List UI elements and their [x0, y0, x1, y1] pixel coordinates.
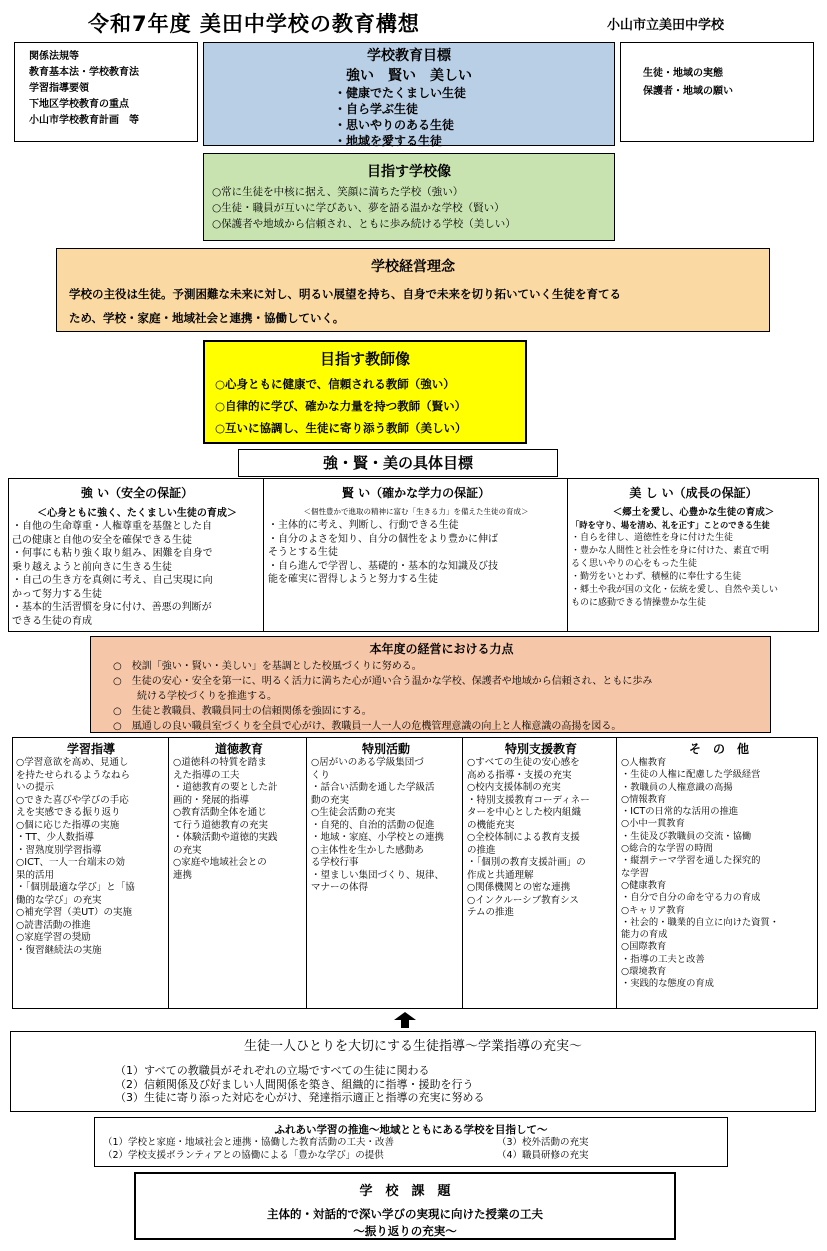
up-arrow-icon [394, 1012, 416, 1028]
philosophy-line: ため、学校・家庭・地域社会と連携・協働していく。 [69, 311, 345, 325]
goal-column-wise [268, 484, 564, 587]
area-title: 特別活動 [361, 742, 410, 756]
area-line: ○主体性を生かした感動あ [311, 844, 424, 856]
goal-line: そうとする生徒 [268, 547, 338, 558]
area-title: 道徳教育 [214, 742, 263, 756]
goal-line: ものに感動できる情操豊かな生徒 [571, 598, 707, 608]
area-learning [16, 741, 166, 957]
area-line: ・ICTの日常的な活用の推進 [621, 806, 739, 818]
community-box [620, 42, 814, 142]
goal-line: ・主体的に考え、判断し、行動できる生徒 [268, 520, 459, 531]
community-learning-item: （1）学校と家庭・地域社会と連携・協働した教育活動の工夫・改善 [103, 1137, 395, 1148]
area-line: 連携 [173, 869, 193, 881]
focus-line: ○ 校訓「強い・賢い・美しい」を基調とした校風づくりに努める。 [113, 661, 422, 672]
goal-line: ・自分のよさを知り、自分の個性をより豊かに伸ば [268, 533, 498, 545]
area-line: ・体験活動や道徳的実践 [173, 832, 278, 843]
goal-line: ・基本的生活習慣を身に付け、善悪の判断が [12, 602, 212, 613]
goal-line: るく思いやりの心をもった生徒 [571, 559, 698, 569]
guidance-item: （2）信頼関係及び好ましい人間関係を築き、組織的に指導・援助を行う [115, 1077, 474, 1091]
area-line: ・特別支援教育コーディネー [467, 794, 590, 806]
area-line: テムの推進 [467, 907, 515, 918]
area-line: ○生徒会活動の充実 [311, 807, 396, 818]
goal-column-beautiful [571, 484, 816, 610]
area-other [621, 741, 817, 991]
area-line: ・「個別の教育支援計画」の [467, 857, 586, 868]
goal-column-title: 賢 い（確かな学力の保証） [341, 486, 491, 500]
area-line: ・「個別最適な学び」と「協 [16, 882, 135, 893]
area-line: ○個に応じた指導の実施 [16, 819, 120, 831]
area-title: 特別支援教育 [504, 742, 577, 756]
area-line: 画的・発展的指導 [173, 794, 250, 806]
school-goal-item: ・地域を愛する生徒 [334, 134, 443, 148]
area-line: ○家庭学習の奨励 [16, 932, 91, 943]
law-line: 学習指導要領 [29, 83, 89, 94]
laws-box [14, 42, 198, 142]
school-issue-title: 学 校 課 題 [359, 1184, 451, 1199]
school-issue-line: 主体的・対話的で深い学びの実現に向けた授業の工夫 [267, 1207, 543, 1221]
goal-column-strong [12, 484, 262, 628]
area-line: くり [311, 769, 331, 781]
area-line: 果的活用 [16, 869, 55, 881]
area-line: を持たせられるようなねら [16, 769, 131, 781]
focus-line: ○ 生徒の安心・安全を第一に、明るく活力に満ちた心が通い合う温かな学校、保護者や地域から信頼され、ともに歩み [113, 676, 653, 687]
page-title: 令和7年度 美田中学校の教育構想 [88, 12, 420, 36]
area-line: ○情報教育 [621, 793, 667, 805]
area-line: ・自分で自分の命を守る力の育成 [621, 892, 761, 904]
area-line: 動の充実 [311, 794, 350, 806]
area-line: ・TT、少人数指導 [16, 832, 94, 843]
area-line: の充実 [173, 844, 202, 856]
school-goal-box [203, 42, 615, 146]
area-line: ○家庭や地域社会との [173, 857, 267, 868]
guidance-item: （3）生徒に寄り添った対応を心がけ、発達指示適正と指導の充実に努める [115, 1091, 485, 1104]
area-line: な学習 [621, 867, 649, 879]
area-line: ・縦割テーマ学習を通した探究的 [621, 855, 761, 867]
teacher-image-title: 目指す教師像 [319, 350, 410, 368]
area-line: ・生徒の人権に配慮した学級経営 [621, 769, 761, 781]
area-line: ○読書活動の推進 [16, 919, 91, 931]
area-line: ・地域・家庭、小学校との連携 [311, 832, 445, 843]
goal-column-subtitle: ＜郷土を愛し、心豊かな生徒の育成＞ [612, 507, 775, 518]
goal-line: ・郷土や我が国の文化・伝統を愛し、自然や美しい [571, 585, 779, 595]
area-line: ○インクルーシブ教育シス [467, 894, 579, 906]
community-line: 生徒・地域の実態 [643, 68, 723, 79]
school-goal-title: 学校教育目標 [367, 48, 451, 64]
school-image-item: ○生徒・職員が互いに学びあい、夢を語る温かな学校（賢い） [212, 202, 505, 214]
area-line: ○小中一貫教育 [621, 818, 685, 830]
area-line: えを実感できる振り返り [16, 807, 121, 818]
area-line: ○教育活動全体を通じ [173, 807, 267, 818]
school-issue-line: ～振り返りの充実～ [353, 1224, 457, 1238]
area-line: ・望ましい集団づくり、規律、 [311, 869, 445, 881]
area-line: ○環境教育 [621, 966, 667, 978]
school-goal-item: ・健康でたくましい生徒 [334, 86, 467, 100]
area-line: の機能充実 [467, 819, 515, 831]
guidance-box [10, 1031, 816, 1112]
area-line: 働的な学び」の充実 [16, 894, 102, 906]
teacher-image-item: ○互いに協調し、生徒に寄り添う教師（美しい） [215, 421, 467, 435]
area-line: る学校行事 [311, 857, 359, 868]
school-goal-item: ・自ら学ぶ生徒 [334, 102, 419, 116]
goal-line: できる生徒の育成 [12, 615, 92, 627]
goal-line: ・勤労をいとわず、積極的に奉仕する生徒 [571, 572, 742, 582]
area-line: ○健康教育 [621, 879, 667, 891]
teacher-image-item: ○自律的に学び、確かな力量を持つ教師（賢い） [215, 399, 467, 413]
focus-line: ○ 生徒と教職員、教職員同士の信頼関係を強固にする。 [113, 706, 372, 717]
area-line: ○全校体制による教育支援 [467, 832, 580, 843]
goal-line: ・自らを律し、道徳性を身に付けた生徒 [571, 533, 734, 543]
goal-line: ・自他の生命尊重・人権尊重を基盤とした自 [12, 521, 212, 532]
goal-column-tagline: 「時を守り、場を清め、礼を正す」ことのできる生徒 [571, 520, 770, 530]
community-learning-item: （2）学校支援ボランティアとの協働による「豊かな学び」の提供 [103, 1149, 384, 1161]
philosophy-box [56, 248, 770, 332]
area-line: ○校内支援体制の充実 [467, 782, 561, 793]
goal-line: 能を確実に習得しようと努力する生徒 [268, 574, 438, 585]
school-issue-box [134, 1172, 676, 1240]
goal-line: ・自己の生き方を真剣に考え、自己実現に向 [12, 575, 213, 586]
area-line: ○道徳科の特質を踏ま [173, 757, 267, 768]
goal-line: ・豊かな人間性と社会性を身に付けた、素直で明 [571, 546, 770, 556]
school-image-item: ○保護者や地域から信頼され、ともに歩み続ける学校（美しい） [212, 218, 516, 230]
area-line: ターを中心とした校内組織 [467, 807, 582, 818]
focus-line: 続ける学校づくりを推進する。 [137, 691, 277, 702]
community-learning-item: （3）校外活動の充実 [497, 1137, 589, 1148]
area-line: ・道徳教育の要とした計 [173, 782, 278, 793]
area-line: ・社会的・職業的自立に向けた資質・ [621, 916, 780, 928]
focus-line: ○ 風通しの良い職員室づくりを全員で心がけ、教職員一人一人の危機管理意識の向上と人権意識の高揚を図る。 [113, 721, 622, 732]
community-learning-box [94, 1117, 728, 1167]
goal-line: ・何事にも粘り強く取り組み、困難を自身で [12, 548, 213, 559]
law-line: 下地区学校教育の重点 [29, 99, 129, 110]
area-line: ・教職員の人権意識の高揚 [621, 781, 733, 793]
focus-title: 本年度の経営における力点 [369, 642, 514, 656]
school-goal-motto: 強い 賢い 美しい [346, 68, 472, 84]
area-moral [173, 741, 305, 882]
area-line: ○関係機関との密な連携 [467, 882, 571, 893]
school-image-title: 目指す学校像 [367, 164, 451, 180]
area-line: て行う道徳教育の充実 [173, 819, 269, 831]
goal-column-title: 強 い（安全の保証） [80, 486, 194, 500]
area-special-support [467, 741, 615, 920]
area-line: ・指導の工夫と改善 [621, 953, 705, 965]
area-line: マナーの体得 [311, 882, 369, 893]
area-line: ・自発的、自治的活動の促進 [311, 819, 435, 831]
teacher-image-item: ○心身ともに健康で、信頼される教師（強い） [215, 377, 455, 391]
school-image-item: ○常に生徒を中核に据え、笑顔に満ちた学校（強い） [212, 186, 464, 198]
school-image-box [203, 153, 615, 241]
focus-box [90, 636, 771, 733]
school-goal-item: ・思いやりのある生徒 [334, 118, 455, 132]
area-special-activities [311, 741, 461, 895]
area-line: いの提示 [16, 782, 55, 793]
community-learning-title: ふれあい学習の推進～地域とともにある学校を目指して～ [274, 1124, 548, 1136]
area-line: ○補充学習（美UT）の実施 [16, 907, 133, 918]
law-line: 教育基本法・学校教育法 [29, 67, 139, 78]
area-line: ○キャリア教育 [621, 904, 685, 916]
philosophy-title: 学校経営理念 [371, 259, 455, 275]
area-line: ○人権教育 [621, 757, 667, 768]
philosophy-line: 学校の主役は生徒。予測困難な未来に対し、明るい展望を持ち、自身で未来を切り拓いていく生徒を育てる [69, 287, 621, 301]
community-learning-item: （4）職員研修の充実 [497, 1149, 589, 1161]
area-line: ○ICT、一人一台端末の効 [16, 857, 126, 868]
area-line: ・習熟度別学習指導 [16, 844, 102, 856]
goal-column-title: 美 し い（成長の保証） [629, 486, 758, 500]
area-line: えた指導の工夫 [173, 769, 240, 781]
goal-column-subtitle: ＜心身ともに強く、たくましい生徒の育成＞ [37, 508, 237, 519]
area-line: ・話合い活動を通した学級活 [311, 782, 435, 793]
goal-line: 己の健康と自他の安全を確保できる生徒 [12, 534, 192, 546]
law-line: 関係法規等 [29, 51, 79, 62]
area-line: 作成と共通理解 [467, 869, 534, 881]
community-line: 保護者・地域の願い [643, 86, 733, 97]
goal-column-subtitle: ＜個性豊かで進取の精神に富む「生きる力」を備えた生徒の育成＞ [303, 507, 529, 516]
goal-line: ・自ら進んで学習し、基礎的・基本的な知識及び技 [268, 560, 498, 572]
area-line: 高める指導・支援の充実 [467, 769, 572, 781]
specific-goals-title: 強・賢・美の具体目標 [238, 449, 558, 477]
school-name: 小山市立美田中学校 [607, 18, 725, 33]
goal-line: かって努力する生徒 [12, 588, 102, 600]
area-line: ・復習継続法の実施 [16, 944, 102, 956]
law-line: 小山市学校教育計画 等 [29, 115, 139, 126]
area-line: ○学習意欲を高め、見通し [16, 757, 129, 768]
goal-line: 乗り越えようと前向きに生きる生徒 [12, 561, 172, 573]
area-line: ○居がいのある学級集団づ [311, 757, 424, 768]
area-line: 能力の育成 [621, 929, 668, 941]
area-line: の推進 [467, 844, 496, 856]
area-line: ○総合的な学習の時間 [621, 843, 713, 855]
area-title: そ の 他 [688, 742, 749, 756]
area-title: 学習指導 [66, 742, 115, 756]
area-line: ・生徒及び教職員の交流・協働 [621, 830, 752, 842]
area-line: ○すべての生徒の安心感を [467, 757, 580, 768]
area-line: ・実践的な態度の育成 [621, 978, 714, 990]
area-line: ○国際教育 [621, 941, 667, 953]
guidance-item: （1）すべての教職員がそれぞれの立場ですべての生徒に関わる [115, 1064, 430, 1077]
teacher-image-box [203, 340, 527, 444]
area-line: ○できた喜びや学びの手応 [16, 794, 129, 806]
guidance-title: 生徒一人ひとりを大切にする生徒指導～学業指導の充実～ [243, 1039, 582, 1054]
